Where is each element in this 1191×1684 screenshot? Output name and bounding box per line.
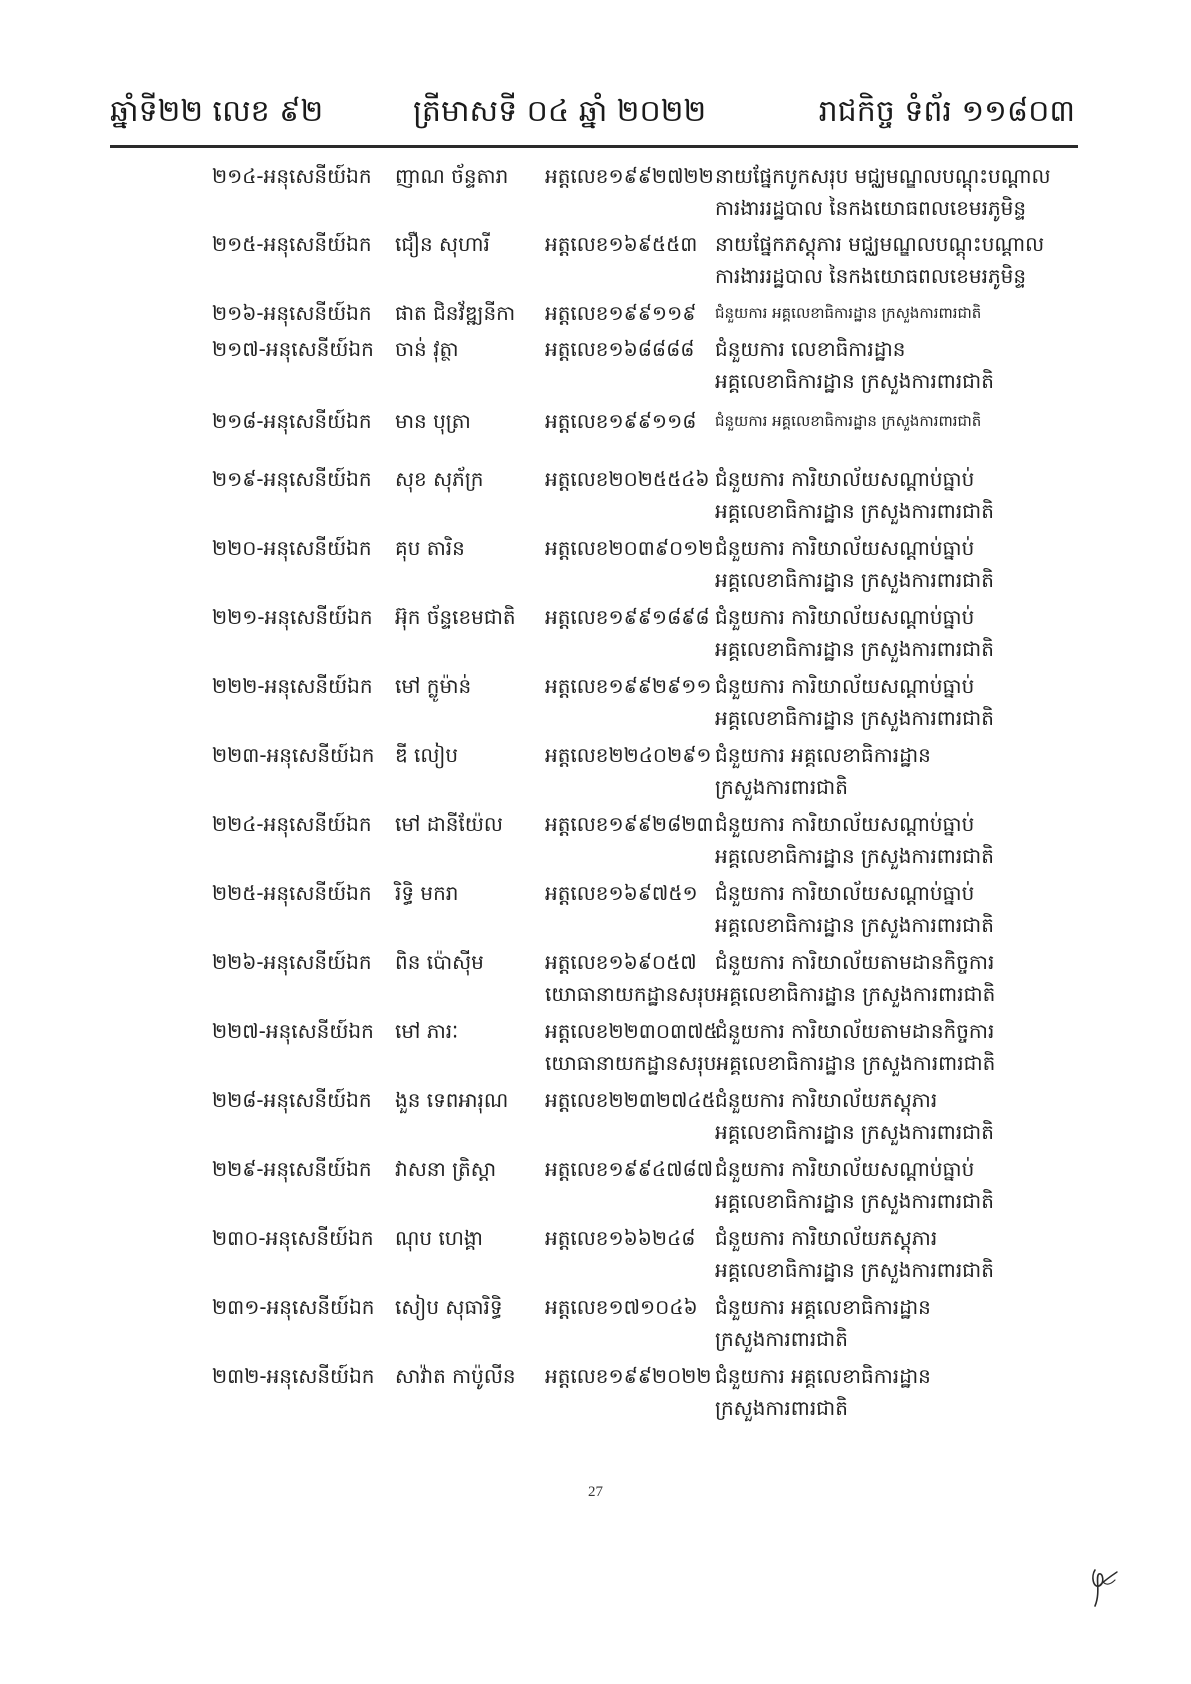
position-line-2: ក្រសួងការពារជាតិ: [715, 1327, 848, 1351]
position-line-1: ជំនួយការ ការិយាល័យភស្តុភារ: [715, 1088, 938, 1112]
id-number: អត្តលេខ១៦៩៧៥១: [545, 881, 698, 905]
id-number: អត្តលេខ១៩៩២៨២៣: [545, 812, 714, 836]
list-item: [0, 670, 1191, 734]
person-name: មៅ ក្លូម៉ាន់: [395, 674, 472, 698]
rank-number: ២១៧-អនុសេនីយ៍ឯក: [212, 337, 374, 361]
list-item: [0, 405, 1191, 469]
issue-info: ឆ្នាំទី២២ លេខ ៩២: [110, 94, 324, 129]
person-name: ចាន់ វុត្ថា: [395, 337, 459, 361]
position-line-1: ជំនួយការ អគ្គលេខាធិការដ្ឋាន ក្រសួងការពារជាតិ: [715, 304, 982, 322]
person-name: សៀប សុធារិទ្ធិ: [395, 1295, 503, 1319]
rank-number: ២១៦-អនុសេនីយ៍ឯក: [212, 301, 372, 325]
position-line-1: ជំនួយការ អគ្គលេខាធិការដ្ឋាន ក្រសួងការពារជាតិ: [715, 412, 982, 430]
position-line-2: អគ្គលេខាធិការដ្ឋាន ក្រសួងការពារជាតិ: [715, 1258, 994, 1282]
page-number: 27: [588, 1484, 603, 1500]
position-line-2: យោធានាយកដ្ឋានសរុបអគ្គលេខាធិការដ្ឋាន ក្រសួងការពារជាតិ: [545, 1051, 996, 1075]
rank-number: ២២៦-អនុសេនីយ៍ឯក: [212, 950, 372, 974]
id-number: អត្តលេខ១៦៦២៤៨: [545, 1226, 696, 1250]
id-number: អត្តលេខ២០៣៩០១២: [545, 536, 714, 560]
position-line-2: អគ្គលេខាធិការដ្ឋាន ក្រសួងការពារជាតិ: [715, 568, 994, 592]
position-line-2: អគ្គលេខាធិការដ្ឋាន ក្រសួងការពារជាតិ: [715, 706, 994, 730]
person-name: ជឿន សុហារី: [395, 232, 490, 256]
rank-number: ២២៩-អនុសេនីយ៍ឯក: [212, 1157, 372, 1181]
position-line-2: អគ្គលេខាធិការដ្ឋាន ក្រសួងការពារជាតិ: [715, 913, 994, 937]
list-item: [0, 333, 1191, 397]
position-line-2: អគ្គលេខាធិការដ្ឋាន ក្រសួងការពារជាតិ: [715, 1189, 994, 1213]
position-line-2: អគ្គលេខាធិការដ្ឋាន ក្រសួងការពារជាតិ: [715, 844, 994, 868]
position-line-1: ជំនួយការ ការិយាល័យភស្តុភារ: [715, 1226, 938, 1250]
person-name: មៅ ដានីយ៉ែល: [395, 812, 503, 836]
id-number: អត្តលេខ២២៣២៧៤៥: [545, 1088, 716, 1112]
person-name: សុខ សុភ័ក្រ: [395, 467, 484, 491]
person-name: គុប តារិន: [395, 536, 465, 560]
rank-number: ២២០-អនុសេនីយ៍ឯក: [212, 536, 372, 560]
person-name: ញាណ ច័ន្ទតារា: [395, 164, 509, 188]
list-item: [0, 1360, 1191, 1424]
rank-number: ២៣០-អនុសេនីយ៍ឯក: [212, 1226, 374, 1250]
id-number: អត្តលេខ២០២៥៥៤៦: [545, 467, 710, 491]
rank-number: ២១៥-អនុសេនីយ៍ឯក: [212, 232, 372, 256]
position-line-1: ជំនួយការ អគ្គលេខាធិការដ្ឋាន: [715, 1364, 931, 1388]
person-name: ងួន ទេពអារុណ: [395, 1088, 509, 1112]
position-line-1: ជំនួយការ អគ្គលេខាធិការដ្ឋាន: [715, 743, 931, 767]
position-line-2: អគ្គលេខាធិការដ្ឋាន ក្រសួងការពារជាតិ: [715, 1120, 994, 1144]
position-line-1: ជំនួយការ ការិយាល័យសណ្ដាប់ធ្នាប់: [715, 1157, 975, 1181]
rank-number: ២៣១-អនុសេនីយ៍ឯក: [212, 1295, 375, 1319]
rank-number: ២២៨-អនុសេនីយ៍ឯក: [212, 1088, 372, 1112]
rank-number: ២៣២-អនុសេនីយ៍ឯក: [212, 1364, 375, 1388]
person-name: ផាត ជិនវ័ឌ្ឍនីកា: [395, 301, 516, 325]
list-item: [0, 228, 1191, 292]
position-line-1: ជំនួយការ ការិយាល័យសណ្ដាប់ធ្នាប់: [715, 812, 975, 836]
person-name: ពិន ប៉ោស៊ីម: [395, 950, 484, 974]
position-line-1: ជំនួយការ អគ្គលេខាធិការដ្ឋាន: [715, 1295, 931, 1319]
position-line-1: ជំនួយការ ការិយាល័យសណ្ដាប់ធ្នាប់: [715, 674, 975, 698]
position-line-2: អគ្គលេខាធិការដ្ឋាន ក្រសួងការពារជាតិ: [715, 499, 994, 523]
id-number: អត្តលេខ១៩៩២០២២: [545, 1364, 712, 1388]
position-line-2: ការងាររដ្ឋបាល នៃកងយោធពលខេមរភូមិន្ទ: [715, 196, 1027, 220]
position-line-1: ជំនួយការ ការិយាល័យសណ្ដាប់ធ្នាប់: [715, 467, 975, 491]
list-item: [0, 877, 1191, 941]
person-name: ឌី លៀប: [395, 743, 459, 767]
rank-number: ២២៧-អនុសេនីយ៍ឯក: [212, 1019, 374, 1043]
quarter-info: ត្រីមាសទី ០៤ ឆ្នាំ ២០២២: [413, 94, 707, 129]
position-line-2: អគ្គលេខាធិការដ្ឋាន ក្រសួងការពារជាតិ: [715, 369, 994, 393]
id-number: អត្តលេខ១៦៩៥៥៣: [545, 232, 698, 256]
header-rule: [110, 145, 1078, 148]
list-item: [0, 1291, 1191, 1355]
id-number: អត្តលេខ១៩៩៤៧៨៧: [545, 1157, 714, 1181]
position-line-2: ការងាររដ្ឋបាល នៃកងយោធពលខេមរភូមិន្ទ: [715, 264, 1027, 288]
rank-number: ២២២-អនុសេនីយ៍ឯក: [212, 674, 373, 698]
rank-number: ២១៨-អនុសេនីយ៍ឯក: [212, 409, 372, 433]
position-line-1: នាយផ្នែកបូកសរុប មជ្ឈមណ្ឌលបណ្ដុះបណ្ដាល: [715, 164, 1051, 188]
position-line-1: ជំនួយការ ការិយាល័យតាមដានកិច្ចការ: [715, 1019, 995, 1043]
position-line-2: អគ្គលេខាធិការដ្ឋាន ក្រសួងការពារជាតិ: [715, 637, 994, 661]
position-line-1: ជំនួយការ លេខាធិការដ្ឋាន: [715, 337, 906, 361]
list-item: [0, 1084, 1191, 1148]
id-number: អត្តលេខ២២៤០២៩១: [545, 743, 712, 767]
list-item: [0, 808, 1191, 872]
person-name: ណុប ហេង្គា: [395, 1226, 483, 1250]
id-number: អត្តលេខ១៦៩០៥៧: [545, 950, 697, 974]
id-number: អត្តលេខ២២៣០៣៧៥: [545, 1019, 718, 1043]
list-item: [0, 1153, 1191, 1217]
position-line-2: ក្រសួងការពារជាតិ: [715, 775, 848, 799]
person-name: វាសនា ត្រិស្ដា: [395, 1157, 497, 1181]
id-number: អត្តលេខ១៩៩១១៩: [545, 301, 697, 325]
list-item: [0, 1015, 1191, 1079]
rank-number: ២២៤-អនុសេនីយ៍ឯក: [212, 812, 372, 836]
position-line-1: ជំនួយការ ការិយាល័យសណ្ដាប់ធ្នាប់: [715, 881, 975, 905]
person-name: មៅ ភារៈ: [395, 1019, 459, 1043]
position-line-2: យោធានាយកដ្ឋានសរុបអគ្គលេខាធិការដ្ឋាន ក្រសួងការពារជាតិ: [545, 982, 996, 1006]
person-name: អ៊ុក ច័ន្ទខេមជាតិ: [395, 605, 516, 629]
position-line-1: នាយផ្នែកភស្តុភារ មជ្ឈមណ្ឌលបណ្ដុះបណ្ដាល: [715, 232, 1045, 256]
rank-number: ២២៣-អនុសេនីយ៍ឯក: [212, 743, 375, 767]
id-number: អត្តលេខ១៩៩១៨៩៨: [545, 605, 710, 629]
id-number: អត្តលេខ១៩៩១១៨: [545, 409, 697, 433]
rank-number: ២១៤-អនុសេនីយ៍ឯក: [212, 164, 372, 188]
list-item: [0, 160, 1191, 224]
list-item: [0, 739, 1191, 803]
gazette-page-info: រាជកិច្ច ទំព័រ ១១៨០៣: [818, 94, 1075, 129]
rank-number: ២១៩-អនុសេនីយ៍ឯក: [212, 467, 372, 491]
rank-number: ២២៥-អនុសេនីយ៍ឯក: [212, 881, 372, 905]
list-item: [0, 601, 1191, 665]
person-name: មាន បុត្រា: [395, 409, 471, 433]
position-line-2: ក្រសួងការពារជាតិ: [715, 1396, 848, 1420]
list-item: [0, 946, 1191, 1010]
rank-number: ២២១-អនុសេនីយ៍ឯក: [212, 605, 373, 629]
id-number: អត្តលេខ១៩៩២៩១១: [545, 674, 712, 698]
signature-icon: [1085, 1562, 1123, 1610]
id-number: អត្តលេខ១៦៨៨៨៨: [545, 337, 695, 361]
position-line-1: ជំនួយការ ការិយាល័យសណ្ដាប់ធ្នាប់: [715, 605, 975, 629]
list-item: [0, 463, 1191, 527]
list-item: [0, 1222, 1191, 1286]
id-number: អត្តលេខ១៩៩២៧២២: [545, 164, 714, 188]
id-number: អត្តលេខ១៧១០៤៦: [545, 1295, 698, 1319]
person-name: សាវ៉ាត កាប៉ូលីន: [395, 1364, 516, 1388]
person-name: រិទ្ធិ មករា: [395, 881, 459, 905]
page-header: [110, 92, 1075, 144]
position-line-1: ជំនួយការ ការិយាល័យតាមដានកិច្ចការ: [715, 950, 995, 974]
position-line-1: ជំនួយការ ការិយាល័យសណ្ដាប់ធ្នាប់: [715, 536, 975, 560]
list-item: [0, 532, 1191, 596]
